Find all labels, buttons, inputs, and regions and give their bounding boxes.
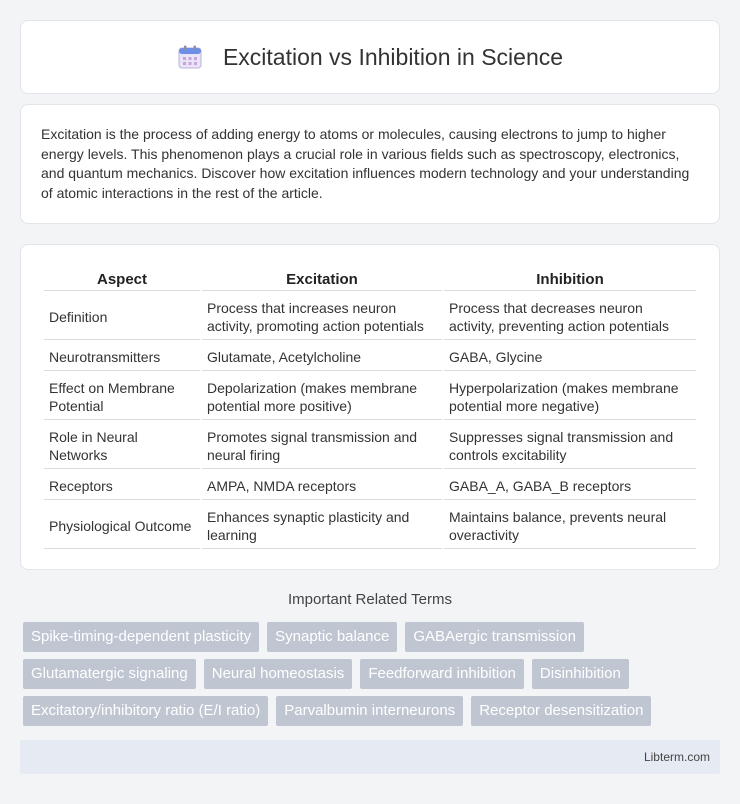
table-cell-inhibition: GABA, Glycine	[444, 342, 696, 371]
table-cell-aspect: Role in Neural Networks	[44, 422, 200, 469]
table-row	[44, 342, 696, 371]
table-cell-inhibition: Process that decreases neuron activity, preventing action potentials	[444, 293, 696, 340]
table-cell-aspect: Neurotransmitters	[44, 342, 200, 371]
table-cell-excitation: Glutamate, Acetylcholine	[202, 342, 442, 371]
related-term-tag[interactable]: Glutamatergic signaling	[23, 659, 196, 689]
related-term-tag[interactable]: Neural homeostasis	[204, 659, 353, 689]
column-header-inhibition: Inhibition	[444, 267, 696, 291]
comparison-table-card	[20, 244, 720, 570]
table-cell-excitation: Process that increases neuron activity, promoting action potentials	[202, 293, 442, 340]
header-card	[20, 20, 720, 94]
table-row	[44, 293, 696, 340]
comparison-table	[42, 265, 698, 551]
table-cell-aspect: Definition	[44, 293, 200, 340]
related-term-tag[interactable]: Spike-timing-dependent plasticity	[23, 622, 259, 652]
table-cell-excitation: Promotes signal transmission and neural firing	[202, 422, 442, 469]
footer	[20, 740, 720, 774]
table-row	[44, 471, 696, 500]
related-term-tag[interactable]: Receptor desensitization	[471, 696, 651, 726]
table-row	[44, 502, 696, 549]
table-cell-inhibition: Hyperpolarization (makes membrane potential more negative)	[444, 373, 696, 420]
calendar-icon	[177, 44, 203, 70]
related-term-tag[interactable]: Synaptic balance	[267, 622, 397, 652]
related-term-tag[interactable]: GABAergic transmission	[405, 622, 584, 652]
column-header-excitation: Excitation	[202, 267, 442, 291]
column-header-aspect: Aspect	[44, 267, 200, 291]
footer-site-link[interactable]: Libterm.com	[643, 750, 710, 764]
table-cell-inhibition: Suppresses signal transmission and controls excitability	[444, 422, 696, 469]
table-cell-excitation: Enhances synaptic plasticity and learning	[202, 502, 442, 549]
table-cell-aspect: Effect on Membrane Potential	[44, 373, 200, 420]
related-terms-list	[23, 622, 723, 733]
table-cell-excitation: Depolarization (makes membrane potential more positive)	[202, 373, 442, 420]
table-header-row	[44, 267, 696, 291]
table-cell-inhibition: Maintains balance, prevents neural overactivity	[444, 502, 696, 549]
related-term-tag[interactable]: Excitatory/inhibitory ratio (E/I ratio)	[23, 696, 268, 726]
table-cell-aspect: Physiological Outcome	[44, 502, 200, 549]
related-term-tag[interactable]: Parvalbumin interneurons	[276, 696, 463, 726]
table-cell-excitation: AMPA, NMDA receptors	[202, 471, 442, 500]
table-row	[44, 422, 696, 469]
header	[177, 44, 563, 71]
related-term-tag[interactable]: Disinhibition	[532, 659, 629, 689]
intro-paragraph: Excitation is the process of adding energy to atoms or molecules, causing electrons to jump to higher energy levels. This phenomenon plays a crucial role in various fields such as spectroscopy, electronics, and quantum mechanics. Discover how excitation influences modern technology and your understanding of atomic interactions in the rest of the article.	[41, 126, 690, 201]
table-cell-inhibition: GABA_A, GABA_B receptors	[444, 471, 696, 500]
page-title: Excitation vs Inhibition in Science	[222, 43, 564, 70]
table-row	[44, 373, 696, 420]
table-cell-aspect: Receptors	[44, 471, 200, 500]
related-terms-heading: Important Related Terms	[288, 591, 452, 608]
related-term-tag[interactable]: Feedforward inhibition	[360, 659, 524, 689]
intro-card	[20, 104, 720, 224]
